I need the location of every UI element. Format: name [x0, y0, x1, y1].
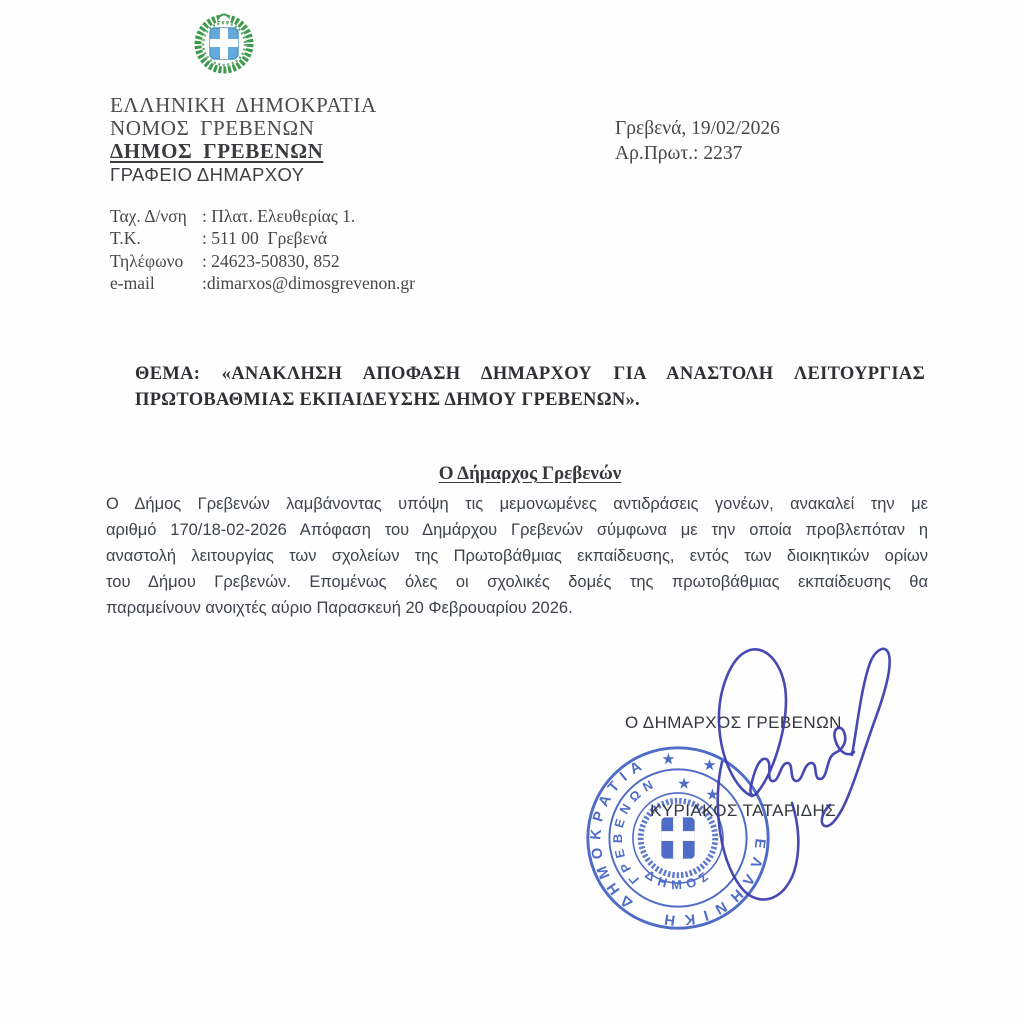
- subject-line-2: ΠΡΩΤΟΒΑΘΜΙΑΣ ΕΚΠΑΙΔΕΥΣΗΣ ΔΗΜΟΥ ΓΡΕΒΕΝΩΝ».: [135, 389, 640, 410]
- subject-block: [135, 362, 925, 413]
- stamp-star-icon: ★: [703, 757, 716, 773]
- body-line: αριθμό 170/18-02-2026 Απόφαση του Δημάρχου Γρεβενών σύμφωνα με την οποία προβλεπόταν η: [106, 521, 928, 539]
- body-heading-text: Ο Δήμαρχος Γρεβενών: [438, 463, 622, 484]
- stamp-star-icon: ★: [678, 776, 691, 792]
- letterhead: [110, 94, 377, 187]
- contact-label: Τηλέφωνο: [110, 250, 184, 271]
- contact-label: Ταχ. Δ/νση: [110, 206, 187, 226]
- contact-row-postcode: [110, 227, 415, 249]
- signature-stroke-tail: [822, 649, 890, 826]
- stamp-text-dimos: ΔΗΜΟΣ: [642, 865, 716, 893]
- stamp-text-grevenon: ΓΡΕΒΕΝΩΝ: [609, 774, 660, 888]
- signature-ink: [630, 625, 920, 930]
- protocol-number: Αρ.Πρωτ.: 2237: [615, 143, 743, 164]
- body-line: του Δήμου Γρεβενών. Επομένως όλες οι σχολικές δομές της πρωτοβάθμιας εκπαίδευσης θα: [106, 573, 928, 591]
- contact-row-email: [110, 272, 415, 294]
- contact-value: : Πλατ. Ελευθερίας 1.: [202, 206, 356, 226]
- contact-row-address: [110, 205, 415, 227]
- body-paragraph: [106, 491, 928, 621]
- body-line: παραμείνουν ανοιχτές αύριο Παρασκευή 20 Φεβρουαρίου 2026.: [106, 599, 573, 617]
- hellenic-republic-emblem-icon: [186, 6, 262, 80]
- contact-label: e-mail: [110, 273, 155, 294]
- body-line: αναστολή λειτουργίας των σχολείων της Πρωτοβάθμιας εκπαίδευσης, εντός των διοικητικών ορίων: [106, 547, 928, 565]
- letterhead-prefecture: ΝΟΜΟΣ ΓΡΕΒΕΝΩΝ: [110, 116, 315, 140]
- contact-row-phone: [110, 250, 415, 272]
- reference-block: [615, 116, 780, 166]
- letterhead-municipality: ΔΗΜΟΣ ΓΡΕΒΕΝΩΝ: [110, 139, 324, 163]
- signature-stroke-loop: [718, 762, 799, 900]
- signatory-title: Ο ΔΗΜΑΡΧΟΣ ΓΡΕΒΕΝΩΝ: [625, 713, 842, 732]
- logo-cross-horizontal: [210, 39, 238, 47]
- body-line: Ο Δήμος Γρεβενών λαμβάνοντας υπόψη τις μεμονωμένες αντιδράσεις γονέων, ανακαλεί την με: [106, 495, 928, 513]
- stamp-text-elliniki: ΕΛΛΗΝΙΚΗ: [655, 837, 768, 928]
- signatory-name: ΚΥΡΙΑΚΟΣ ΤΑΤΑΡΙΔΗΣ: [650, 801, 837, 820]
- contact-block: [110, 205, 415, 295]
- contact-value: :dimarxos@dimosgrevenon.gr: [202, 273, 415, 294]
- stamp-star-icon: ★: [662, 751, 675, 767]
- stamp-text-dimokratia: ΔΗΜΟΚΡΑΤΙΑ: [588, 755, 651, 911]
- contact-value: : 24623-50830, 852: [202, 250, 340, 271]
- stamp-star-icon: ★: [706, 786, 719, 802]
- body-heading: [130, 463, 930, 485]
- letterhead-republic: ΕΛΛΗΝΙΚΗ ΔΗΜΟΚΡΑΤΙΑ: [110, 93, 377, 117]
- contact-label: Τ.Κ.: [110, 228, 141, 249]
- contact-value: : 511 00 Γρεβενά: [202, 228, 327, 249]
- signature-stroke-main: [719, 649, 854, 796]
- place-date: Γρεβενά, 19/02/2026: [615, 118, 780, 139]
- subject-line-1: ΘΕΜΑ: «ΑΝΑΚΛΗΣΗ ΑΠΟΦΑΣΗ ΔΗΜΑΡΧΟΥ ΓΙΑ ΑΝΑΣΤΟΛΗ ΛΕΙΤΟΥΡΓΙΑΣ: [135, 364, 925, 384]
- letterhead-office: ΓΡΑΦΕΙΟ ΔΗΜΑΡΧΟΥ: [110, 164, 305, 185]
